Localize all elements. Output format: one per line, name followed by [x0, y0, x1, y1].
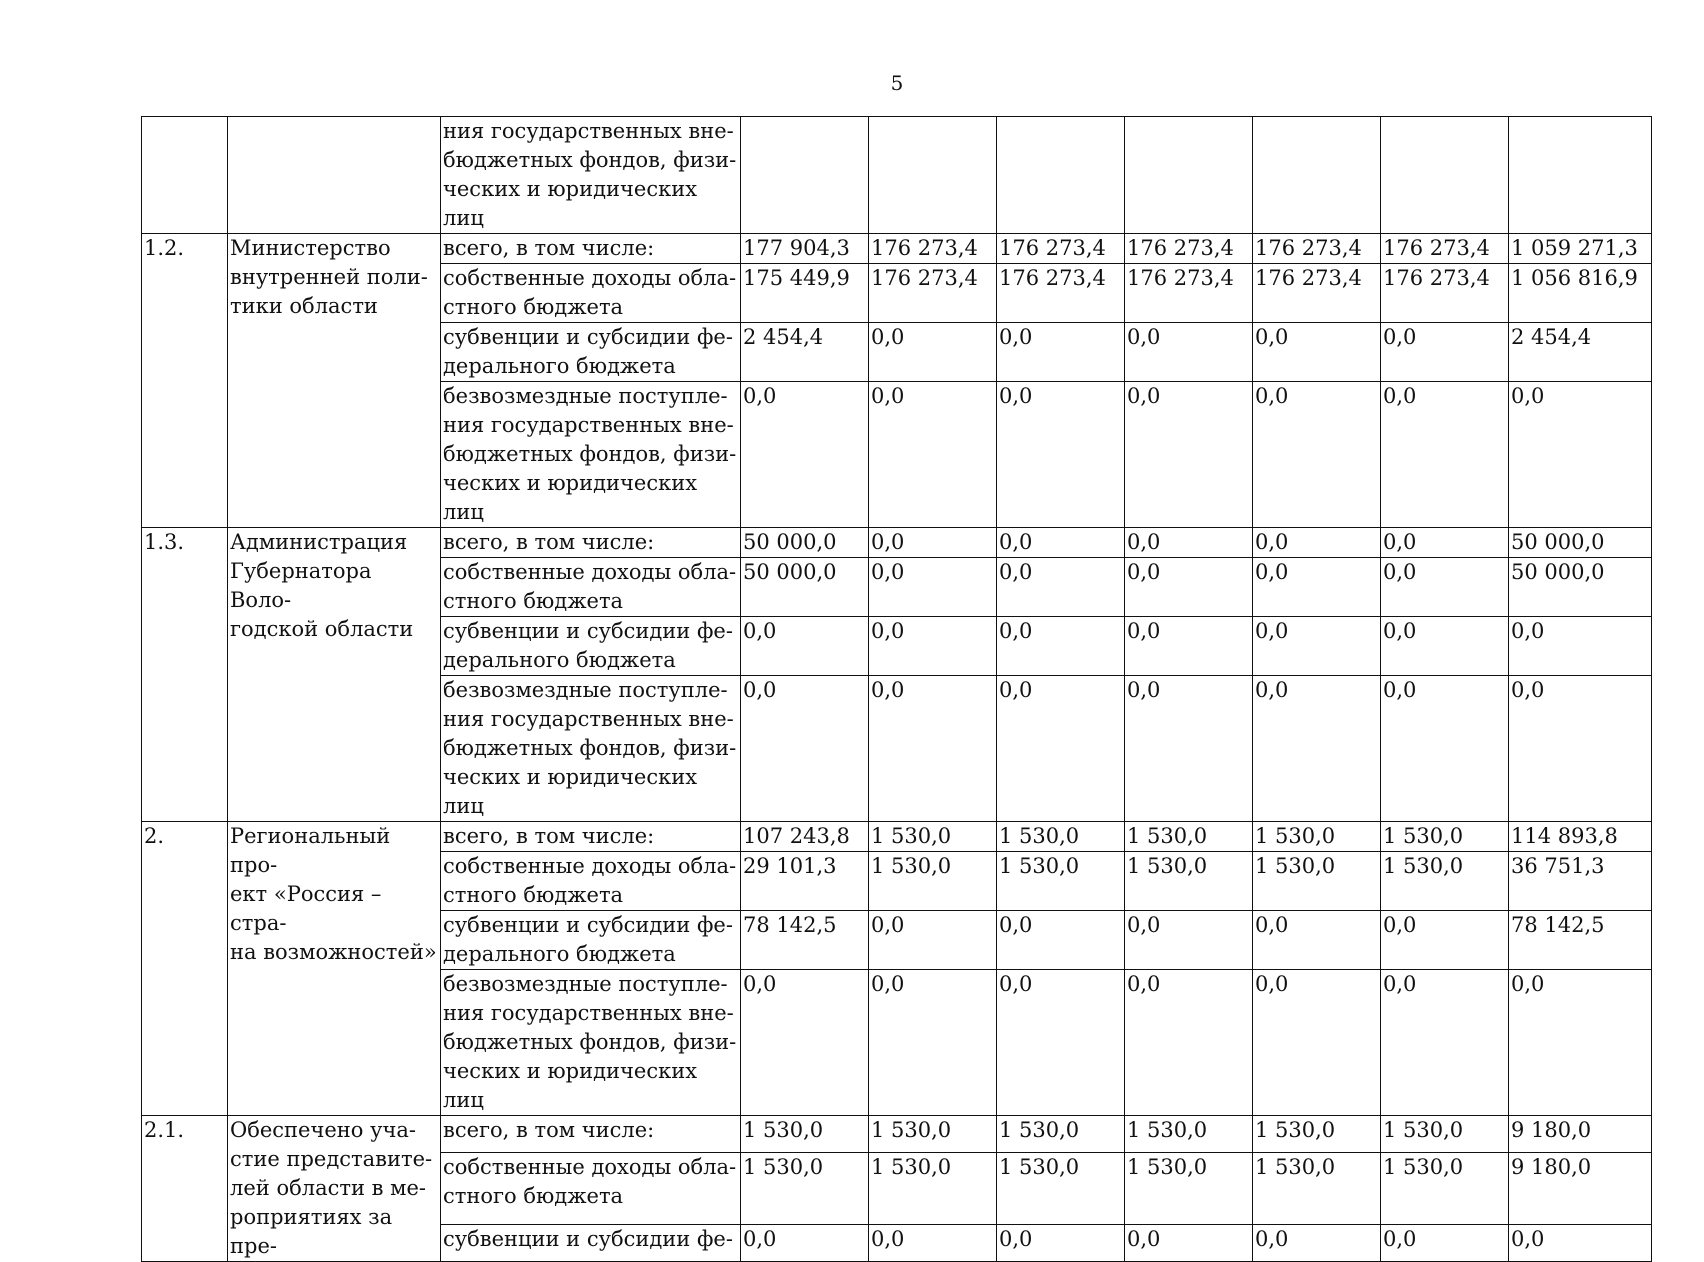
year-value-cell: 0,0	[1381, 323, 1509, 382]
funding-source-cell	[441, 382, 741, 528]
year-value-cell: 177 904,3	[741, 234, 869, 264]
year-value-cell: 0,0	[1125, 970, 1253, 1116]
year-value-cell: 0,0	[741, 676, 869, 822]
year-value-cell: 176 273,4	[1381, 234, 1509, 264]
cell-text-line: Администрация Губернатора Воло-	[230, 530, 408, 612]
year-value-cell: 78 142,5	[741, 911, 869, 970]
year-value-cell	[1125, 117, 1253, 234]
cell-text-line: ния государственных вне-	[443, 707, 734, 731]
year-value-cell: 0,0	[869, 617, 997, 676]
funding-source-cell	[441, 264, 741, 323]
year-value-cell: 0,0	[1125, 323, 1253, 382]
cell-text-line: собственные доходы обла-	[443, 1154, 737, 1179]
year-value-cell: 0,0	[1381, 528, 1509, 558]
year-value-cell: 1 530,0	[997, 1116, 1125, 1153]
year-value-cell: 0,0	[1125, 676, 1253, 822]
year-value-cell: 0,0	[997, 617, 1125, 676]
year-value-cell: 0,0	[869, 1225, 997, 1262]
year-value-cell: 0,0	[997, 323, 1125, 382]
cell-text-line: тики области	[230, 294, 378, 318]
year-value-cell: 0,0	[997, 970, 1125, 1116]
year-value-cell: 0,0	[869, 970, 997, 1116]
cell-text-line: стного бюджета	[443, 589, 624, 613]
total-value-cell: 2 454,4	[1509, 323, 1652, 382]
funding-source-cell	[441, 1116, 741, 1153]
year-value-cell: 0,0	[869, 382, 997, 528]
year-value-cell: 1 530,0	[741, 1152, 869, 1224]
year-value-cell: 0,0	[741, 382, 869, 528]
total-value-cell: 1 056 816,9	[1509, 264, 1652, 323]
year-value-cell: 0,0	[741, 617, 869, 676]
table-row	[142, 117, 1652, 234]
year-value-cell: 0,0	[1253, 617, 1381, 676]
year-value-cell: 0,0	[1381, 676, 1509, 822]
cell-text-line: на возможностей»	[230, 940, 437, 964]
cell-text-line: собственные доходы обла-	[443, 854, 737, 878]
year-value-cell: 0,0	[1381, 382, 1509, 528]
cell-text-line: стие представите-	[230, 1147, 433, 1171]
year-value-cell: 0,0	[1125, 911, 1253, 970]
year-value-cell: 1 530,0	[1253, 852, 1381, 911]
cell-text-line: субвенции и субсидии фе-	[443, 325, 733, 349]
table-row	[142, 528, 1652, 558]
year-value-cell: 0,0	[1381, 558, 1509, 617]
year-value-cell: 0,0	[997, 528, 1125, 558]
cell-text-line: дерального бюджета	[443, 648, 676, 672]
year-value-cell: 1 530,0	[1253, 822, 1381, 852]
cell-text-line: всего, в том числе:	[443, 530, 655, 554]
row-number-cell: 2.	[142, 822, 228, 1116]
year-value-cell: 29 101,3	[741, 852, 869, 911]
year-value-cell: 176 273,4	[1125, 264, 1253, 323]
year-value-cell: 0,0	[1381, 617, 1509, 676]
year-value-cell: 1 530,0	[1381, 1116, 1509, 1153]
year-value-cell: 1 530,0	[869, 1152, 997, 1224]
year-value-cell: 1 530,0	[1125, 1152, 1253, 1224]
year-value-cell: 1 530,0	[997, 822, 1125, 852]
total-value-cell: 78 142,5	[1509, 911, 1652, 970]
year-value-cell: 176 273,4	[1253, 234, 1381, 264]
year-value-cell: 0,0	[1253, 528, 1381, 558]
year-value-cell: 0,0	[1253, 323, 1381, 382]
total-value-cell: 114 893,8	[1509, 822, 1652, 852]
cell-text-line: субвенции и субсидии фе-	[443, 619, 733, 643]
year-value-cell: 1 530,0	[869, 852, 997, 911]
year-value-cell: 50 000,0	[741, 558, 869, 617]
cell-text-line: всего, в том числе:	[443, 236, 655, 260]
year-value-cell	[997, 117, 1125, 234]
cell-text-line: бюджетных фондов, физи-	[443, 736, 737, 760]
program-name-cell	[228, 1116, 441, 1262]
year-value-cell: 0,0	[997, 911, 1125, 970]
total-value-cell	[1509, 117, 1652, 234]
row-number-cell: 2.1.	[142, 1116, 228, 1262]
cell-text-line: бюджетных фондов, физи-	[443, 1030, 737, 1054]
cell-text-line: безвозмездные поступле-	[443, 678, 728, 702]
year-value-cell: 0,0	[997, 1225, 1125, 1262]
funding-source-cell	[441, 1225, 741, 1262]
year-value-cell: 0,0	[1125, 558, 1253, 617]
total-value-cell: 50 000,0	[1509, 558, 1652, 617]
cell-text-line: всего, в том числе:	[443, 1118, 655, 1142]
total-value-cell: 0,0	[1509, 676, 1652, 822]
total-value-cell: 0,0	[1509, 970, 1652, 1116]
cell-text-line: ческих и юридических лиц	[443, 177, 698, 230]
year-value-cell: 0,0	[1253, 970, 1381, 1116]
cell-text-line: Министерство внутренней поли-	[230, 236, 428, 289]
year-value-cell: 107 243,8	[741, 822, 869, 852]
year-value-cell: 0,0	[869, 558, 997, 617]
cell-text-line: дерального бюджета	[443, 354, 676, 378]
cell-text-line: стного бюджета	[443, 1183, 624, 1208]
table-row	[142, 234, 1652, 264]
cell-text-line: Региональный про-	[230, 824, 391, 877]
cell-text-line: ния государственных вне-	[443, 1001, 734, 1025]
cell-text-line: стного бюджета	[443, 883, 624, 907]
year-value-cell: 1 530,0	[1253, 1152, 1381, 1224]
year-value-cell: 0,0	[1125, 382, 1253, 528]
total-value-cell: 0,0	[1509, 1225, 1652, 1262]
cell-text-line: годской области	[230, 617, 414, 641]
year-value-cell: 0,0	[1253, 1225, 1381, 1262]
year-value-cell: 1 530,0	[869, 1116, 997, 1153]
year-value-cell: 2 454,4	[741, 323, 869, 382]
funding-source-cell	[441, 970, 741, 1116]
cell-text-line: ческих и юридических лиц	[443, 765, 698, 818]
row-number-cell: 1.3.	[142, 528, 228, 822]
year-value-cell: 0,0	[1125, 1225, 1253, 1262]
cell-text-line: лей области в ме-	[230, 1176, 426, 1200]
cell-text-line: дерального бюджета	[443, 942, 676, 966]
year-value-cell: 0,0	[997, 676, 1125, 822]
year-value-cell: 176 273,4	[1253, 264, 1381, 323]
year-value-cell: 0,0	[869, 528, 997, 558]
cell-text-line: субвенции и субсидии фе-	[443, 913, 733, 937]
year-value-cell: 1 530,0	[997, 852, 1125, 911]
cell-text-line: ческих и юридических лиц	[443, 1059, 698, 1112]
year-value-cell: 0,0	[1381, 970, 1509, 1116]
cell-text-line: ния государственных вне-	[443, 119, 734, 143]
cell-text-line: Обеспечено уча-	[230, 1118, 416, 1142]
year-value-cell: 0,0	[741, 970, 869, 1116]
page-number: 5	[890, 71, 904, 95]
year-value-cell	[1381, 117, 1509, 234]
funding-source-cell	[441, 528, 741, 558]
year-value-cell: 0,0	[869, 911, 997, 970]
cell-text-line: всего, в том числе:	[443, 824, 655, 848]
total-value-cell: 9 180,0	[1509, 1116, 1652, 1153]
year-value-cell: 1 530,0	[1381, 852, 1509, 911]
cell-text-line: собственные доходы обла-	[443, 560, 737, 584]
program-name-cell	[228, 117, 441, 234]
year-value-cell: 1 530,0	[1125, 1116, 1253, 1153]
total-value-cell: 9 180,0	[1509, 1152, 1652, 1224]
total-value-cell: 50 000,0	[1509, 528, 1652, 558]
cell-text-line: субвенции и субсидии фе-	[443, 1227, 733, 1252]
year-value-cell: 0,0	[1253, 558, 1381, 617]
year-value-cell	[1253, 117, 1381, 234]
year-value-cell: 1 530,0	[1253, 1116, 1381, 1153]
year-value-cell	[741, 117, 869, 234]
cell-text-line: безвозмездные поступле-	[443, 384, 728, 408]
year-value-cell: 50 000,0	[741, 528, 869, 558]
funding-source-cell	[441, 911, 741, 970]
year-value-cell: 0,0	[1381, 911, 1509, 970]
row-number-cell: 1.2.	[142, 234, 228, 528]
year-value-cell: 176 273,4	[869, 264, 997, 323]
funding-source-cell	[441, 117, 741, 234]
funding-source-cell	[441, 617, 741, 676]
total-value-cell: 1 059 271,3	[1509, 234, 1652, 264]
funding-source-cell	[441, 1152, 741, 1224]
year-value-cell: 176 273,4	[1381, 264, 1509, 323]
year-value-cell: 1 530,0	[997, 1152, 1125, 1224]
year-value-cell: 176 273,4	[997, 264, 1125, 323]
year-value-cell: 1 530,0	[869, 822, 997, 852]
total-value-cell: 36 751,3	[1509, 852, 1652, 911]
year-value-cell: 0,0	[1125, 528, 1253, 558]
year-value-cell: 0,0	[741, 1225, 869, 1262]
year-value-cell: 0,0	[1125, 617, 1253, 676]
funding-source-cell	[441, 234, 741, 264]
funding-source-cell	[441, 822, 741, 852]
program-name-cell	[228, 234, 441, 528]
cell-text-line: бюджетных фондов, физи-	[443, 442, 737, 466]
cell-text-line: стного бюджета	[443, 295, 624, 319]
year-value-cell: 1 530,0	[1381, 822, 1509, 852]
row-number-cell	[142, 117, 228, 234]
funding-source-cell	[441, 323, 741, 382]
budget-table	[141, 116, 1652, 1262]
funding-source-cell	[441, 676, 741, 822]
funding-source-cell	[441, 558, 741, 617]
table-row	[142, 1116, 1652, 1153]
year-value-cell: 0,0	[1253, 676, 1381, 822]
year-value-cell: 1 530,0	[1381, 1152, 1509, 1224]
cell-text-line: ния государственных вне-	[443, 413, 734, 437]
year-value-cell: 0,0	[869, 323, 997, 382]
cell-text-line: бюджетных фондов, физи-	[443, 148, 737, 172]
program-name-cell	[228, 528, 441, 822]
year-value-cell: 176 273,4	[1125, 234, 1253, 264]
cell-text-line: ческих и юридических лиц	[443, 471, 698, 524]
year-value-cell: 0,0	[997, 382, 1125, 528]
total-value-cell: 0,0	[1509, 617, 1652, 676]
year-value-cell: 0,0	[1253, 911, 1381, 970]
cell-text-line: безвозмездные поступле-	[443, 972, 728, 996]
table-row	[142, 822, 1652, 852]
year-value-cell: 176 273,4	[997, 234, 1125, 264]
year-value-cell: 1 530,0	[1125, 822, 1253, 852]
program-name-cell	[228, 822, 441, 1116]
year-value-cell: 0,0	[1253, 382, 1381, 528]
year-value-cell: 1 530,0	[1125, 852, 1253, 911]
year-value-cell: 0,0	[869, 676, 997, 822]
year-value-cell: 176 273,4	[869, 234, 997, 264]
total-value-cell: 0,0	[1509, 382, 1652, 528]
year-value-cell: 0,0	[997, 558, 1125, 617]
year-value-cell	[869, 117, 997, 234]
funding-source-cell	[441, 852, 741, 911]
year-value-cell: 175 449,9	[741, 264, 869, 323]
cell-text-line: ект «Россия – стра-	[230, 882, 382, 935]
cell-text-line: роприятиях за пре-	[230, 1205, 393, 1258]
cell-text-line: собственные доходы обла-	[443, 266, 737, 290]
year-value-cell: 1 530,0	[741, 1116, 869, 1153]
year-value-cell: 0,0	[1381, 1225, 1509, 1262]
